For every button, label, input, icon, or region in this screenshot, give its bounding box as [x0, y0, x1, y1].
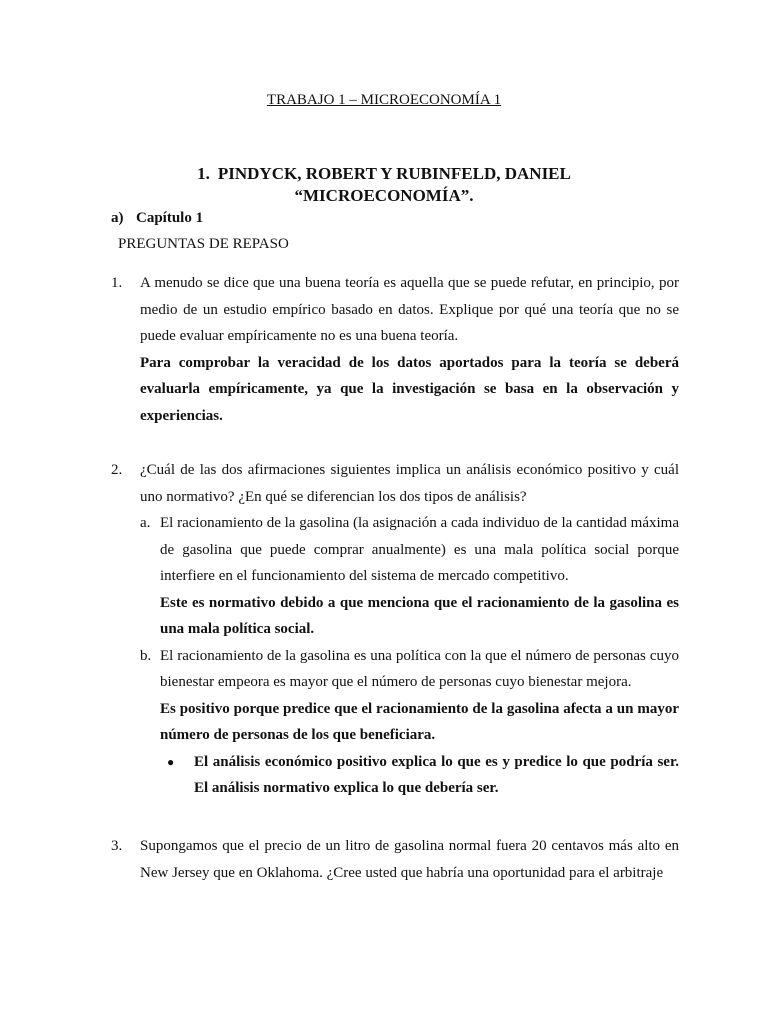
- chapter-label: a): [111, 210, 124, 226]
- main-heading-line1: [0, 163, 768, 185]
- answer-text: Es positivo porque predice que el racionamiento de la gasolina afecta a un mayor número de personas de los que beneficiara.: [160, 700, 679, 743]
- bullet-item: [167, 749, 679, 802]
- subitem-label: b.: [140, 647, 152, 664]
- subitem-label: a.: [140, 515, 151, 531]
- main-heading-authors: PINDYCK, ROBERT Y RUBINFELD, DANIEL: [217, 164, 571, 183]
- question-1: [111, 270, 679, 429]
- question-text: Supongamos que el precio de un litro de gasolina normal fuera 20 centavos más alto en New Jersey que en Oklahoma. ¿Cree usted que habría una oportunidad para el arbitraje: [140, 838, 679, 881]
- subitem-a: [140, 510, 679, 643]
- question-number: 2.: [111, 462, 123, 478]
- subitem-text: El racionamiento de la gasolina (la asignación a cada individuo de la cantidad máxima de gasolina que puede comprar anualmente) es una mala política social porque interfiere en el funcionamiento del sistema de mercado competitivo.: [160, 515, 679, 584]
- subitem-body: [160, 510, 679, 643]
- question-number: 1.: [111, 275, 123, 291]
- question-body: [140, 833, 679, 886]
- chapter-heading: [111, 210, 203, 227]
- question-body: [140, 270, 679, 429]
- subitem-body: [160, 643, 679, 749]
- question-row: [111, 457, 679, 802]
- main-heading: [0, 163, 768, 207]
- chapter-text: Capítulo 1: [136, 210, 204, 226]
- subitem-b: [140, 643, 679, 749]
- question-row: [111, 833, 679, 886]
- bullet-text: El análisis económico positivo explica lo que es y predice lo que podría ser. El análisis normativo explica lo que debería ser.: [194, 753, 679, 796]
- question-body: [140, 457, 679, 802]
- question-text: A menudo se dice que una buena teoría es aquella que se puede refutar, en principio, por medio de un estudio empírico basado en datos. Explique por qué una teoría que no se puede evaluar empíricamente no es una buena teoría.: [140, 275, 679, 344]
- question-number: 3.: [111, 838, 123, 854]
- question-row: [111, 270, 679, 429]
- question-text: ¿Cuál de las dos afirmaciones siguientes implica un análisis económico positivo y cuál uno normativo? ¿En qué se diferencian los dos tipos de análisis?: [140, 462, 679, 505]
- subitem-text: El racionamiento de la gasolina es una política con la que el número de personas cuyo bienestar empeora es mayor que el número de personas cuyo bienestar mejora.: [160, 647, 679, 690]
- main-heading-line2: “MICROECONOMÍA”.: [294, 186, 474, 205]
- answer-text: Para comprobar la veracidad de los datos aportados para la teoría se deberá evaluarla empíricamente, ya que la investigación se basa en la observación y experiencias.: [140, 354, 679, 424]
- section-label: PREGUNTAS DE REPASO: [118, 236, 289, 252]
- document-title: TRABAJO 1 – MICROECONOMÍA 1: [266, 92, 502, 108]
- question-3: [111, 833, 679, 886]
- main-heading-number: 1.: [197, 164, 210, 183]
- question-2: [111, 457, 679, 802]
- answer-text: Este es normativo debido a que menciona que el racionamiento de la gasolina es una mala política social.: [160, 594, 679, 637]
- bullet-dot-icon: ●: [167, 754, 175, 769]
